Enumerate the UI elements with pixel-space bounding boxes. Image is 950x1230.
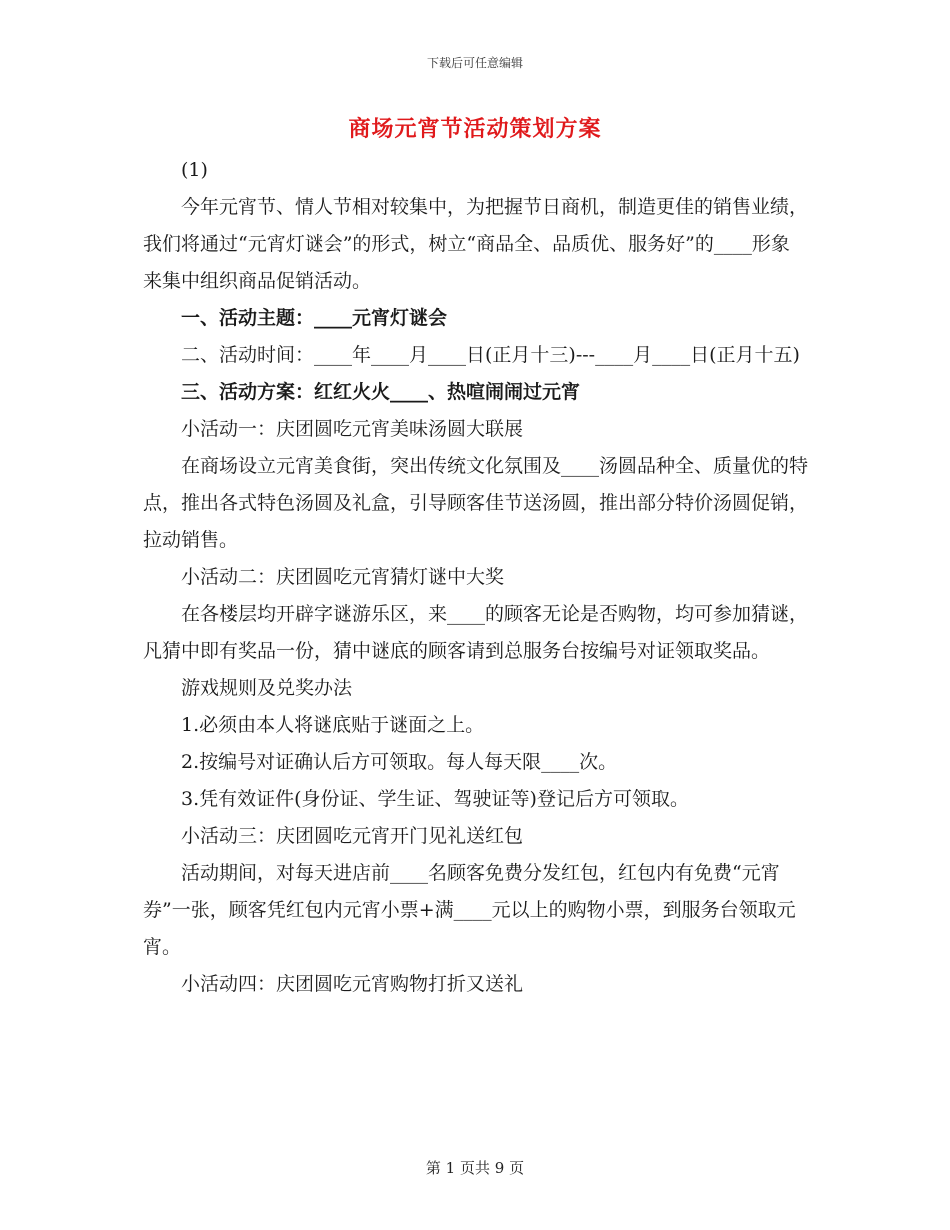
page-footer: 第 1 页共 9 页 xyxy=(425,1159,525,1177)
section-number: (1) xyxy=(181,159,208,181)
heading-plan: 三、活动方案：红红火火____、热喧闹闹过元宵 xyxy=(181,381,581,403)
rule-item: 1.必须由本人将谜底贴于谜面之上。 xyxy=(181,714,485,736)
activity-time: 二、活动时间：____年____月____日(正月十三)---____月____日(正月十五) xyxy=(181,344,800,366)
sub-activity-2-body: 在各楼层均开辟字谜游乐区，来____的顾客无论是否购物，均可参加猜谜，凡猜中即有奖品一份，猜中谜底的顾客请到总服务台按编号对证领取奖品。 xyxy=(143,603,809,662)
sub-activity-4-title: 小活动四：庆团圆吃元宵购物打折又送礼 xyxy=(181,973,524,995)
sub-activity-1-title: 小活动一：庆团圆吃元宵美味汤圆大联展 xyxy=(181,418,524,440)
heading-theme: 一、活动主题：____元宵灯谜会 xyxy=(181,307,448,329)
sub-activity-1-body: 在商场设立元宵美食街，突出传统文化氛围及____汤圆品种全、质量优的特点，推出各式特色汤圆及礼盒，引导顾客佳节送汤圆，推出部分特价汤圆促销，拉动销售。 xyxy=(143,455,809,551)
intro-paragraph: 今年元宵节、情人节相对较集中，为把握节日商机，制造更佳的销售业绩，我们将通过“元宵灯谜会”的形式，树立“商品全、品质优、服务好”的____形象来集中组织商品促销活动。 xyxy=(143,196,809,292)
rule-item: 3.凭有效证件(身份证、学生证、驾驶证等)登记后方可领取。 xyxy=(181,788,689,810)
sub-activity-3-body: 活动期间，对每天进店前____名顾客免费分发红包，红包内有免费“元宵券”一张，顾客凭红包内元宵小票+满____元以上的购物小票，到服务台领取元宵。 xyxy=(143,862,796,958)
document-title: 商场元宵节活动策划方案 xyxy=(348,116,602,142)
sub-activity-3-title: 小活动三：庆团圆吃元宵开门见礼送红包 xyxy=(181,825,524,847)
page-header: 下载后可任意编辑 xyxy=(426,56,523,70)
sub-activity-2-title: 小活动二：庆团圆吃元宵猜灯谜中大奖 xyxy=(181,566,505,588)
rules-heading: 游戏规则及兑奖办法 xyxy=(181,677,353,699)
rule-item: 2.按编号对证确认后方可领取。每人每天限____次。 xyxy=(181,751,618,773)
document-body xyxy=(143,152,808,1003)
